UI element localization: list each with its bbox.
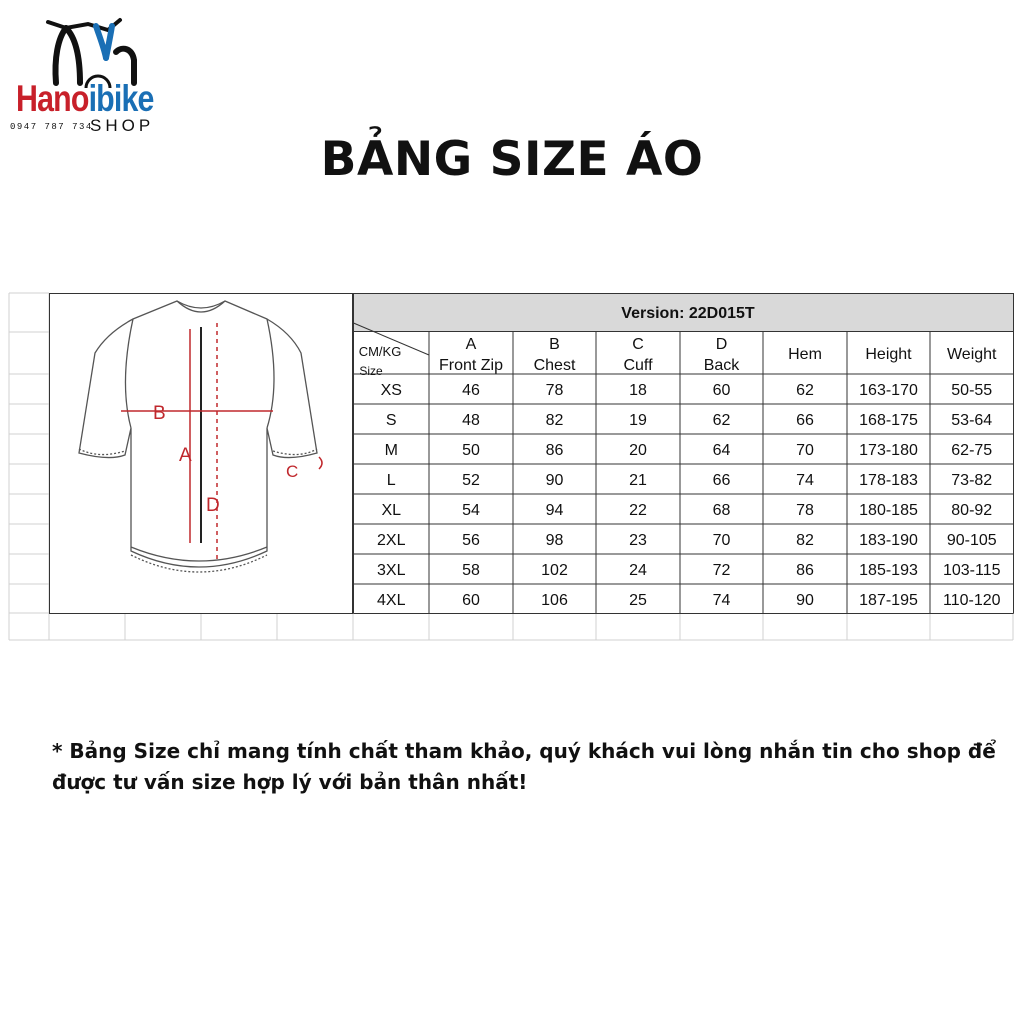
header-name: Front Zip xyxy=(438,357,504,374)
table-cell: 70 xyxy=(712,532,731,549)
table-cell: 73-82 xyxy=(951,472,993,489)
table-cell: 20 xyxy=(629,442,647,459)
table-cell: 48 xyxy=(462,412,480,429)
label-b: B xyxy=(153,403,166,424)
table-cell: 168-175 xyxy=(859,412,918,429)
table-cell: 86 xyxy=(545,442,564,459)
table-cell: 106 xyxy=(541,592,568,609)
table-cell: 74 xyxy=(796,472,814,489)
table-cell: 22 xyxy=(629,502,647,519)
brand-phone: 0947 787 734 xyxy=(10,122,93,132)
table-cell: 68 xyxy=(712,502,731,519)
header-name: Weight xyxy=(946,346,997,363)
table-cell: 80-92 xyxy=(951,502,993,519)
table-cell: 94 xyxy=(545,502,564,519)
table-cell: 21 xyxy=(629,472,647,489)
size-label: S xyxy=(385,412,397,429)
table-cell: 90-105 xyxy=(946,532,997,549)
table-cell: 70 xyxy=(796,442,814,459)
table-cell: 60 xyxy=(712,382,731,399)
header-letter: C xyxy=(632,336,644,353)
table-cell: 82 xyxy=(545,412,564,429)
version-label: Version: 22D015T xyxy=(621,305,755,322)
header-letter: D xyxy=(715,336,728,353)
corner-size-label: Size xyxy=(359,364,383,378)
label-c: C xyxy=(286,462,299,481)
header-name: Back xyxy=(703,357,740,374)
table-cell: 183-190 xyxy=(859,532,918,549)
label-d: D xyxy=(206,495,220,516)
table-cell: 185-193 xyxy=(859,562,918,579)
size-label: L xyxy=(386,472,396,489)
size-note: * Bảng Size chỉ mang tính chất tham khảo, quý khách vui lòng nhắn tin cho shop để được tư vấn size hợp lý với bản thân nhất! xyxy=(52,739,996,794)
corner-cm-kg-label: CM/KG xyxy=(358,344,402,359)
label-a: A xyxy=(179,445,192,466)
table-cell: 46 xyxy=(462,382,480,399)
brand-name: Hanoibike xyxy=(16,78,154,119)
header-letter: A xyxy=(465,336,477,353)
table-cell: 180-185 xyxy=(859,502,918,519)
table-cell: 178-183 xyxy=(859,472,918,489)
table-cell: 62 xyxy=(796,382,814,399)
table-cell: 18 xyxy=(629,382,647,399)
size-label: XS xyxy=(380,382,402,399)
table-cell: 64 xyxy=(712,442,731,459)
table-cell: 60 xyxy=(462,592,480,609)
table-cell: 86 xyxy=(796,562,814,579)
table-cell: 56 xyxy=(462,532,480,549)
table-cell: 62 xyxy=(712,412,731,429)
table-cell: 90 xyxy=(545,472,564,489)
table-cell: 58 xyxy=(462,562,480,579)
table-cell: 23 xyxy=(629,532,647,549)
size-table xyxy=(353,293,1015,615)
table-cell: 102 xyxy=(541,562,568,579)
table-cell: 110-120 xyxy=(942,592,1001,609)
table-cell: 52 xyxy=(462,472,480,489)
page-title: BẢNG SIZE ÁO xyxy=(320,132,704,187)
header-letter: B xyxy=(549,336,560,353)
table-cell: 24 xyxy=(629,562,647,579)
table-cell: 103-115 xyxy=(942,562,1001,579)
table-cell: 72 xyxy=(712,562,731,579)
table-cell: 66 xyxy=(796,412,814,429)
size-label: XL xyxy=(381,502,402,519)
table-cell: 78 xyxy=(545,382,564,399)
table-cell: 98 xyxy=(545,532,564,549)
table-cell: 19 xyxy=(629,412,647,429)
table-cell: 187-195 xyxy=(859,592,918,609)
table-cell: 62-75 xyxy=(951,442,993,459)
table-cell: 78 xyxy=(796,502,814,519)
table-cell: 53-64 xyxy=(951,412,993,429)
size-label: 4XL xyxy=(377,592,406,609)
size-label: M xyxy=(384,442,398,459)
table-cell: 163-170 xyxy=(859,382,918,399)
table-cell: 50 xyxy=(462,442,480,459)
size-label: 3XL xyxy=(377,562,406,579)
jersey-diagram xyxy=(49,293,353,613)
table-cell: 54 xyxy=(462,502,480,519)
header-name: Chest xyxy=(533,357,576,374)
table-cell: 25 xyxy=(629,592,647,609)
header-name: Cuff xyxy=(623,357,653,374)
header-name: Height xyxy=(865,346,912,363)
table-cell: 50-55 xyxy=(951,382,993,399)
table-cell: 66 xyxy=(712,472,731,489)
table-cell: 74 xyxy=(712,592,731,609)
table-cell: 90 xyxy=(796,592,814,609)
size-label: 2XL xyxy=(377,532,406,549)
brand-shop: SHOP xyxy=(90,116,155,135)
table-cell: 82 xyxy=(796,532,814,549)
table-cell: 173-180 xyxy=(859,442,918,459)
header-name: Hem xyxy=(788,346,822,363)
